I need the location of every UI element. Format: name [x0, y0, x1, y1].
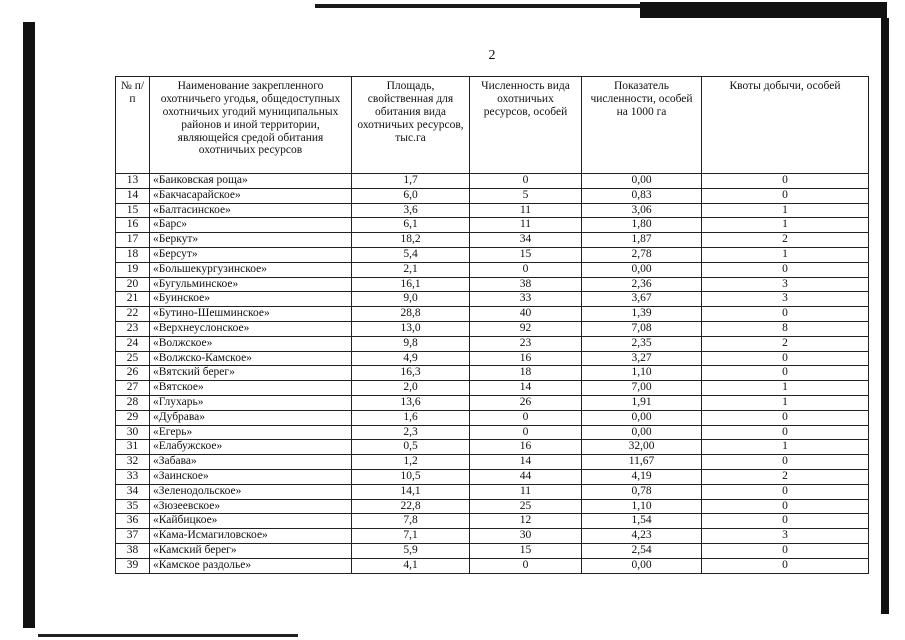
hunting-quota-table [115, 76, 869, 574]
cell-number: 15 [116, 203, 150, 218]
table-body [116, 174, 869, 574]
cell-name: «Берсут» [150, 247, 352, 262]
cell-density: 2,78 [582, 247, 702, 262]
cell-quota: 1 [702, 395, 869, 410]
scan-edge-left [23, 22, 35, 628]
cell-density: 1,80 [582, 218, 702, 233]
cell-density: 3,67 [582, 292, 702, 307]
cell-density: 1,39 [582, 307, 702, 322]
cell-name: «Барс» [150, 218, 352, 233]
cell-name: «Беркут» [150, 233, 352, 248]
table-row [116, 440, 869, 455]
cell-name: «Заинское» [150, 469, 352, 484]
cell-count: 0 [470, 410, 582, 425]
cell-number: 32 [116, 455, 150, 470]
cell-count: 30 [470, 529, 582, 544]
table-row [116, 558, 869, 573]
header-name: Наименование закрепленного охотничьего угодья, общедоступных охотничьих угодий муниципальных районов и иной территории, являющейся средой обитания охотничьих ресурсов [150, 77, 352, 174]
cell-count: 12 [470, 514, 582, 529]
cell-quota: 0 [702, 307, 869, 322]
cell-number: 29 [116, 410, 150, 425]
cell-density: 7,00 [582, 381, 702, 396]
cell-count: 16 [470, 351, 582, 366]
cell-quota: 1 [702, 247, 869, 262]
cell-number: 35 [116, 499, 150, 514]
table-row [116, 395, 869, 410]
table-row [116, 499, 869, 514]
cell-area: 6,1 [352, 218, 470, 233]
cell-count: 26 [470, 395, 582, 410]
cell-area: 13,6 [352, 395, 470, 410]
cell-area: 16,1 [352, 277, 470, 292]
cell-number: 23 [116, 321, 150, 336]
cell-density: 1,87 [582, 233, 702, 248]
cell-area: 1,7 [352, 174, 470, 189]
cell-name: «Волжское» [150, 336, 352, 351]
cell-density: 0,00 [582, 262, 702, 277]
cell-name: «Бутино-Шешминское» [150, 307, 352, 322]
table-row [116, 262, 869, 277]
table-row [116, 203, 869, 218]
cell-number: 21 [116, 292, 150, 307]
cell-density: 0,00 [582, 410, 702, 425]
cell-count: 38 [470, 277, 582, 292]
header-count: Численность вида охотничьих ресурсов, особей [470, 77, 582, 174]
cell-name: «Камское раздолье» [150, 558, 352, 573]
cell-number: 19 [116, 262, 150, 277]
header-area: Площадь, свойственная для обитания вида охотничьих ресурсов, тыс.га [352, 77, 470, 174]
cell-density: 4,23 [582, 529, 702, 544]
cell-count: 0 [470, 425, 582, 440]
cell-count: 15 [470, 247, 582, 262]
cell-name: «Буинское» [150, 292, 352, 307]
cell-number: 33 [116, 469, 150, 484]
cell-area: 2,1 [352, 262, 470, 277]
table-row [116, 469, 869, 484]
cell-area: 10,5 [352, 469, 470, 484]
page-number: 2 [488, 48, 496, 63]
cell-name: «Балтасинское» [150, 203, 352, 218]
cell-number: 30 [116, 425, 150, 440]
cell-quota: 2 [702, 233, 869, 248]
cell-area: 13,0 [352, 321, 470, 336]
cell-area: 4,1 [352, 558, 470, 573]
cell-density: 0,83 [582, 188, 702, 203]
cell-area: 3,6 [352, 203, 470, 218]
table-row [116, 514, 869, 529]
table-row [116, 351, 869, 366]
cell-count: 18 [470, 366, 582, 381]
cell-area: 5,4 [352, 247, 470, 262]
cell-number: 26 [116, 366, 150, 381]
cell-area: 9,0 [352, 292, 470, 307]
cell-name: «Зюзеевское» [150, 499, 352, 514]
cell-count: 92 [470, 321, 582, 336]
cell-density: 32,00 [582, 440, 702, 455]
cell-density: 11,67 [582, 455, 702, 470]
cell-quota: 1 [702, 381, 869, 396]
cell-count: 0 [470, 174, 582, 189]
cell-number: 28 [116, 395, 150, 410]
cell-number: 22 [116, 307, 150, 322]
cell-count: 34 [470, 233, 582, 248]
cell-count: 40 [470, 307, 582, 322]
cell-count: 5 [470, 188, 582, 203]
cell-density: 1,10 [582, 366, 702, 381]
cell-quota: 0 [702, 455, 869, 470]
cell-area: 7,1 [352, 529, 470, 544]
cell-area: 9,8 [352, 336, 470, 351]
cell-count: 11 [470, 484, 582, 499]
table-row [116, 307, 869, 322]
cell-density: 3,06 [582, 203, 702, 218]
cell-area: 0,5 [352, 440, 470, 455]
cell-area: 5,9 [352, 543, 470, 558]
cell-number: 27 [116, 381, 150, 396]
header-quota: Квоты добычи, особей [702, 77, 869, 174]
cell-quota: 0 [702, 543, 869, 558]
cell-density: 0,00 [582, 174, 702, 189]
header-density: Показатель численности, особей на 1000 га [582, 77, 702, 174]
table-row [116, 410, 869, 425]
cell-quota: 0 [702, 188, 869, 203]
table-row [116, 543, 869, 558]
cell-name: «Вятский берег» [150, 366, 352, 381]
cell-area: 2,3 [352, 425, 470, 440]
cell-quota: 3 [702, 529, 869, 544]
cell-count: 11 [470, 218, 582, 233]
cell-name: «Бугульминское» [150, 277, 352, 292]
cell-name: «Кайбицкое» [150, 514, 352, 529]
table-row [116, 277, 869, 292]
scan-edge-top-thick [640, 2, 887, 18]
cell-area: 22,8 [352, 499, 470, 514]
cell-name: «Волжско-Камское» [150, 351, 352, 366]
table-row [116, 529, 869, 544]
cell-count: 0 [470, 558, 582, 573]
cell-number: 38 [116, 543, 150, 558]
cell-name: «Верхнеуслонское» [150, 321, 352, 336]
cell-area: 16,3 [352, 366, 470, 381]
cell-name: «Большекургузинское» [150, 262, 352, 277]
table-row [116, 233, 869, 248]
table-row [116, 366, 869, 381]
cell-area: 1,2 [352, 455, 470, 470]
cell-quota: 1 [702, 440, 869, 455]
cell-name: «Забава» [150, 455, 352, 470]
table-row [116, 425, 869, 440]
cell-name: «Елабужское» [150, 440, 352, 455]
cell-quota: 1 [702, 218, 869, 233]
cell-quota: 0 [702, 174, 869, 189]
cell-density: 0,78 [582, 484, 702, 499]
table-header [116, 77, 869, 174]
cell-number: 14 [116, 188, 150, 203]
cell-count: 0 [470, 262, 582, 277]
scan-edge-bottom [38, 634, 298, 637]
cell-density: 1,91 [582, 395, 702, 410]
cell-number: 18 [116, 247, 150, 262]
cell-quota: 2 [702, 336, 869, 351]
cell-quota: 0 [702, 558, 869, 573]
cell-name: «Камский берег» [150, 543, 352, 558]
table-row [116, 336, 869, 351]
cell-density: 7,08 [582, 321, 702, 336]
cell-name: «Вятское» [150, 381, 352, 396]
table-row [116, 247, 869, 262]
cell-name: «Бакчасарайское» [150, 188, 352, 203]
table-row [116, 484, 869, 499]
cell-quota: 1 [702, 203, 869, 218]
cell-count: 11 [470, 203, 582, 218]
cell-area: 28,8 [352, 307, 470, 322]
cell-density: 1,10 [582, 499, 702, 514]
cell-quota: 3 [702, 292, 869, 307]
cell-number: 25 [116, 351, 150, 366]
cell-count: 16 [470, 440, 582, 455]
cell-count: 14 [470, 381, 582, 396]
cell-name: «Егерь» [150, 425, 352, 440]
cell-area: 4,9 [352, 351, 470, 366]
cell-quota: 0 [702, 351, 869, 366]
cell-density: 2,36 [582, 277, 702, 292]
cell-count: 44 [470, 469, 582, 484]
cell-quota: 2 [702, 469, 869, 484]
cell-number: 31 [116, 440, 150, 455]
table-row [116, 188, 869, 203]
cell-density: 2,54 [582, 543, 702, 558]
cell-number: 16 [116, 218, 150, 233]
cell-name: «Дубрава» [150, 410, 352, 425]
cell-count: 33 [470, 292, 582, 307]
cell-area: 2,0 [352, 381, 470, 396]
table-row [116, 321, 869, 336]
cell-count: 25 [470, 499, 582, 514]
table-row [116, 218, 869, 233]
cell-quota: 0 [702, 514, 869, 529]
cell-name: «Зеленодольское» [150, 484, 352, 499]
cell-number: 17 [116, 233, 150, 248]
cell-number: 39 [116, 558, 150, 573]
cell-number: 34 [116, 484, 150, 499]
cell-density: 0,00 [582, 558, 702, 573]
cell-area: 1,6 [352, 410, 470, 425]
cell-density: 4,19 [582, 469, 702, 484]
cell-number: 13 [116, 174, 150, 189]
cell-count: 23 [470, 336, 582, 351]
cell-area: 14,1 [352, 484, 470, 499]
cell-quota: 0 [702, 425, 869, 440]
cell-quota: 0 [702, 499, 869, 514]
cell-quota: 0 [702, 410, 869, 425]
table-row [116, 292, 869, 307]
cell-quota: 8 [702, 321, 869, 336]
cell-area: 6,0 [352, 188, 470, 203]
cell-area: 18,2 [352, 233, 470, 248]
cell-density: 3,27 [582, 351, 702, 366]
cell-number: 24 [116, 336, 150, 351]
cell-number: 37 [116, 529, 150, 544]
cell-number: 36 [116, 514, 150, 529]
cell-name: «Глухарь» [150, 395, 352, 410]
cell-name: «Кама-Исмагиловское» [150, 529, 352, 544]
table-row [116, 381, 869, 396]
cell-quota: 0 [702, 262, 869, 277]
cell-density: 2,35 [582, 336, 702, 351]
cell-number: 20 [116, 277, 150, 292]
header-row [116, 77, 869, 174]
cell-count: 15 [470, 543, 582, 558]
table-row [116, 455, 869, 470]
cell-quota: 3 [702, 277, 869, 292]
scan-edge-right [881, 18, 889, 614]
cell-area: 7,8 [352, 514, 470, 529]
cell-density: 1,54 [582, 514, 702, 529]
cell-quota: 0 [702, 366, 869, 381]
cell-name: «Баиковская роща» [150, 174, 352, 189]
cell-count: 14 [470, 455, 582, 470]
cell-quota: 0 [702, 484, 869, 499]
table-row [116, 174, 869, 189]
cell-density: 0,00 [582, 425, 702, 440]
header-number: № п/п [116, 77, 150, 174]
